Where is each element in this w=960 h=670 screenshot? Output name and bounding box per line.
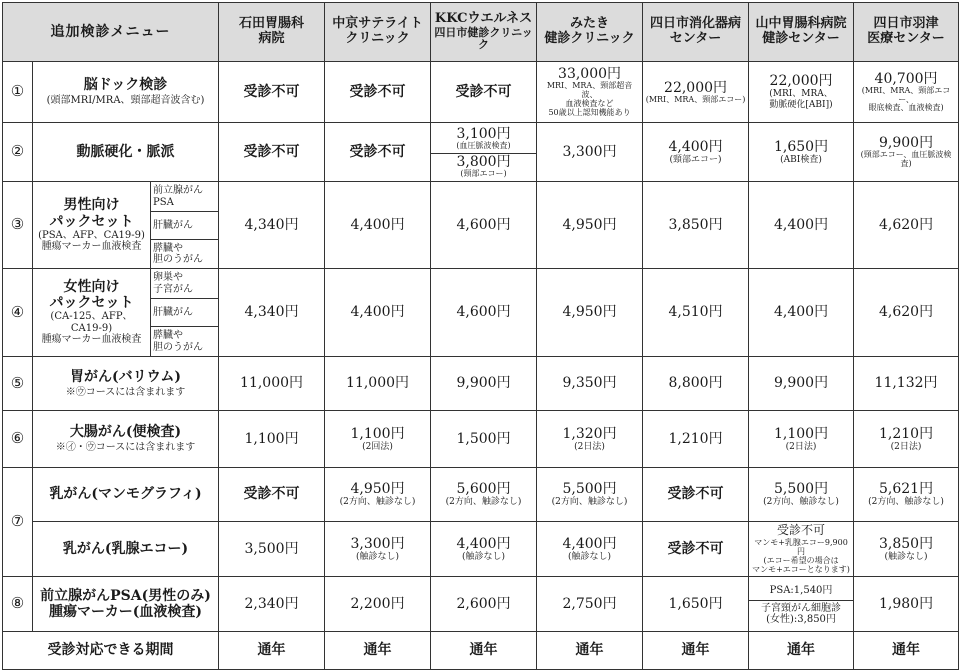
price-cell: 1,650円 xyxy=(643,577,749,632)
price-cell: 4,400円 (頸部エコー) xyxy=(643,123,749,182)
row-stomach-barium xyxy=(3,357,959,411)
item-label: 前立腺がんPSA(男性のみ) 腫瘍マーカー(血液検査) xyxy=(33,577,219,632)
item-label: 女性向け パックセット (CA-125、AFP、CA19-9) 腫瘍マーカー血液検査 xyxy=(33,269,151,357)
price-cell: 22,000円 (MRI、MRA、頸部エコー) xyxy=(643,62,749,123)
row-colon-stool xyxy=(3,411,959,468)
row-brain-dock xyxy=(3,62,959,123)
price-cell: 4,950円 xyxy=(537,182,643,269)
price-cell: 受診不可 xyxy=(431,62,537,123)
price-cell: 40,700円 (MRI、MRA、頸部エコー、 眼底検査、血液検査) xyxy=(854,62,959,123)
clinic-header-hazu: 四日市羽津 医療センター xyxy=(854,3,959,62)
price-cell: 9,900円 xyxy=(749,357,854,411)
price-cell: 4,400円 (触診なし) xyxy=(431,522,537,577)
price-cell: 3,300円 (触診なし) xyxy=(325,522,431,577)
price-cell: 受診不可 マンモ+乳腺エコー9,900円 (エコー希望の場合は マンモ+エコーとなります) xyxy=(749,522,854,577)
price-cell: 4,400円 xyxy=(325,269,431,357)
price-cell: 2,340円 xyxy=(219,577,325,632)
row-number: ⑥ xyxy=(3,411,33,468)
row-number: ⑧ xyxy=(3,577,33,632)
price-cell: 3,850円 (触診なし) xyxy=(854,522,959,577)
price-cell-split xyxy=(431,123,537,182)
price-cell: 4,600円 xyxy=(431,269,537,357)
row-female-pack xyxy=(3,269,959,299)
clinic-header-chukyo: 中京サテライト クリニック xyxy=(325,3,431,62)
price-cell: 受診不可 xyxy=(325,62,431,123)
price-cell: 受診不可 xyxy=(219,468,325,522)
row-male-pack xyxy=(3,182,959,212)
price-cell-split xyxy=(749,577,854,632)
price-cell: 1,650円 (ABI検査) xyxy=(749,123,854,182)
price-cell: 4,400円 xyxy=(325,182,431,269)
item-label: 乳がん(マンモグラフィ) xyxy=(33,468,219,522)
price-cell: 4,400円 xyxy=(749,182,854,269)
item-label: 男性向け パックセット (PSA、AFP、CA19-9) 腫瘍マーカー血液検査 xyxy=(33,182,151,269)
clinic-header-shokaki: 四日市消化器病 センター xyxy=(643,3,749,62)
price-cell: 3,300円 xyxy=(537,123,643,182)
price-cell: 5,500円 (2方向、触診なし) xyxy=(749,468,854,522)
price-cell: 9,900円 xyxy=(431,357,537,411)
price-cell: 1,980円 xyxy=(854,577,959,632)
price-cell: 2,200円 xyxy=(325,577,431,632)
row-number: ① xyxy=(3,62,33,123)
price-cell: 4,400円 xyxy=(749,269,854,357)
subcategory-label: 卵巣や 子宮がん xyxy=(151,269,219,299)
period-cell: 通年 xyxy=(537,632,643,670)
period-label: 受診対応できる期間 xyxy=(3,632,219,670)
price-cell: 9,350円 xyxy=(537,357,643,411)
price-cell: 受診不可 xyxy=(643,468,749,522)
price-cell: 5,600円 (2方向、触診なし) xyxy=(431,468,537,522)
period-cell: 通年 xyxy=(749,632,854,670)
price-cell: 2,750円 xyxy=(537,577,643,632)
row-arteriosclerosis xyxy=(3,123,959,182)
period-cell: 通年 xyxy=(325,632,431,670)
row-breast-echo xyxy=(3,522,959,577)
item-label: 脳ドック検診 (頭部MRI/MRA、頸部超音波含む) xyxy=(33,62,219,123)
price-cell: 11,000円 xyxy=(325,357,431,411)
price-cell: 1,100円 xyxy=(219,411,325,468)
row-number: ⑦ xyxy=(3,468,33,577)
price-cell: 22,000円 (MRI、MRA、 動脈硬化[ABI]) xyxy=(749,62,854,123)
period-cell: 通年 xyxy=(431,632,537,670)
subcategory-label: 肝臓がん xyxy=(151,212,219,240)
header-row xyxy=(3,3,959,62)
subcategory-label: 肝臓がん xyxy=(151,299,219,327)
price-cell: 5,621円 (2方向、触診なし) xyxy=(854,468,959,522)
exam-menu-table xyxy=(2,2,959,670)
price-cell: 4,620円 xyxy=(854,269,959,357)
price-cell: 9,900円 (頸部エコー、血圧脈波検査) xyxy=(854,123,959,182)
price-cell: 5,500円 (2方向、触診なし) xyxy=(537,468,643,522)
price-cell: 8,800円 xyxy=(643,357,749,411)
price-cell: 4,600円 xyxy=(431,182,537,269)
split-upper: 3,100円 (血圧脈波検査) xyxy=(431,126,536,154)
item-label: 大腸がん(便検査) ※㋑・㋒コースには含まれます xyxy=(33,411,219,468)
split-lower: 子宮頸がん細胞診 (女性):3,850円 xyxy=(761,602,842,626)
clinic-header-mitaki: みたき 健診クリニック xyxy=(537,3,643,62)
row-number: ③ xyxy=(3,182,33,269)
subcategory-label: 膵臓や 胆のうがん xyxy=(151,240,219,269)
row-period xyxy=(3,632,959,670)
price-cell: 2,600円 xyxy=(431,577,537,632)
price-cell: 1,320円 (2日法) xyxy=(537,411,643,468)
clinic-header-ishida: 石田胃腸科 病院 xyxy=(219,3,325,62)
item-label: 乳がん(乳腺エコー) xyxy=(33,522,219,577)
period-cell: 通年 xyxy=(854,632,959,670)
price-cell: 受診不可 xyxy=(643,522,749,577)
row-number: ④ xyxy=(3,269,33,357)
price-cell: 4,620円 xyxy=(854,182,959,269)
price-cell: 受診不可 xyxy=(219,123,325,182)
clinic-header-kkc: KKCウエルネス 四日市健診クリニック xyxy=(431,3,537,62)
subcategory-label: 膵臓や 胆のうがん xyxy=(151,327,219,357)
price-cell: 1,210円 (2日法) xyxy=(854,411,959,468)
price-cell: 11,132円 xyxy=(854,357,959,411)
period-cell: 通年 xyxy=(643,632,749,670)
price-cell: 4,950円 (2方向、触診なし) xyxy=(325,468,431,522)
row-number: ⑤ xyxy=(3,357,33,411)
price-cell: 4,510円 xyxy=(643,269,749,357)
price-cell: 1,100円 (2回法) xyxy=(325,411,431,468)
price-cell: 3,850円 xyxy=(643,182,749,269)
price-cell: 11,000円 xyxy=(219,357,325,411)
row-psa-marker xyxy=(3,577,959,632)
price-cell: 33,000円 MRI、MRA、頸部超音波、 血液検査など 50歳以上認知機能あり xyxy=(537,62,643,123)
subcategory-label: 前立腺がん PSA xyxy=(151,182,219,212)
row-number: ② xyxy=(3,123,33,182)
price-cell: 4,340円 xyxy=(219,269,325,357)
split-lower: 3,800円 (頸部エコー) xyxy=(456,153,511,178)
price-cell: 1,100円 (2日法) xyxy=(749,411,854,468)
period-cell: 通年 xyxy=(219,632,325,670)
item-label: 胃がん(バリウム) ※㋒コースには含まれます xyxy=(33,357,219,411)
menu-title: 追加検診メニュー xyxy=(3,3,219,62)
price-cell: 4,340円 xyxy=(219,182,325,269)
price-cell: 4,400円 (触診なし) xyxy=(537,522,643,577)
price-cell: 4,950円 xyxy=(537,269,643,357)
price-cell: 1,500円 xyxy=(431,411,537,468)
price-cell: 1,210円 xyxy=(643,411,749,468)
price-cell: 受診不可 xyxy=(325,123,431,182)
row-breast-mammo xyxy=(3,468,959,522)
split-upper: PSA:1,540円 xyxy=(749,582,853,601)
item-label: 動脈硬化・脈派 xyxy=(33,123,219,182)
clinic-header-yamanaka: 山中胃腸科病院 健診センター xyxy=(749,3,854,62)
price-cell: 3,500円 xyxy=(219,522,325,577)
price-cell: 受診不可 xyxy=(219,62,325,123)
